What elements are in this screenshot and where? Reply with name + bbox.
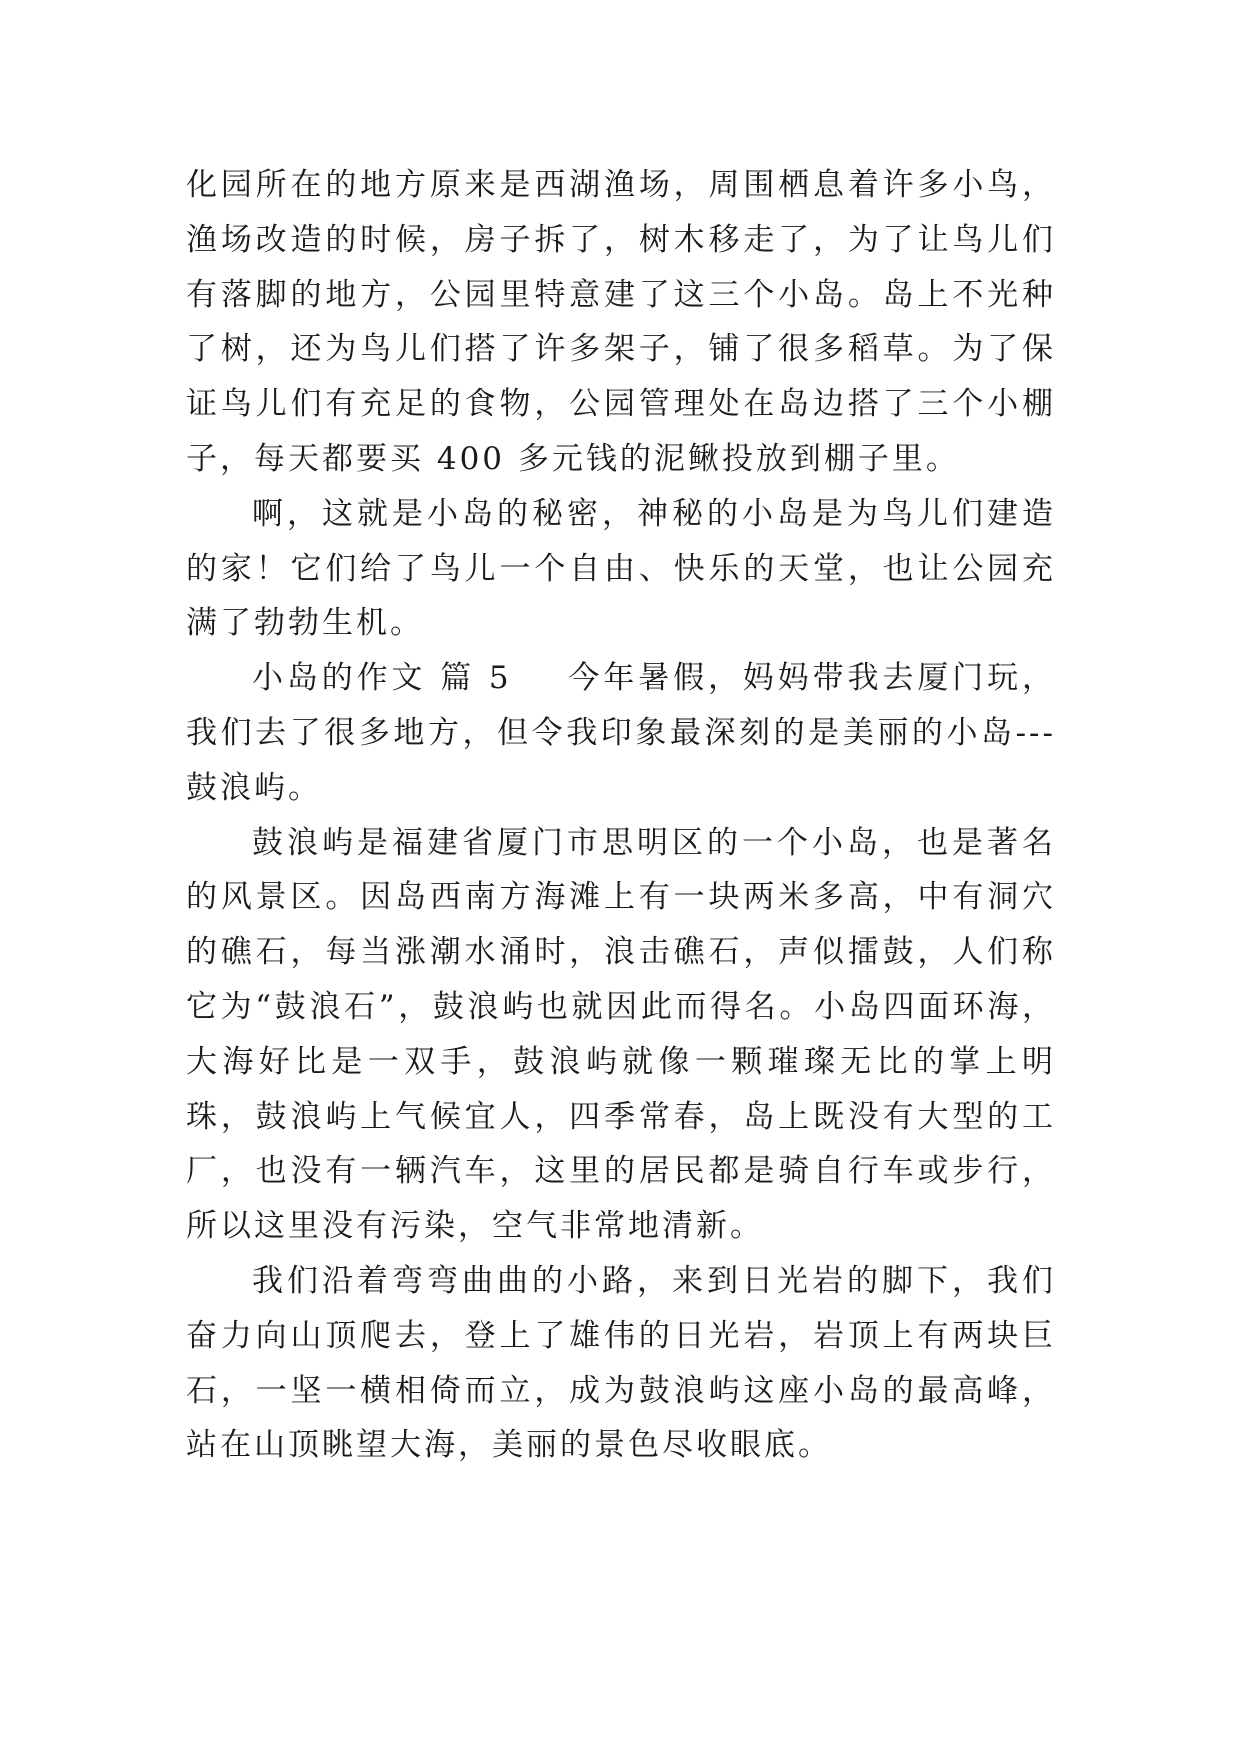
paragraph-3-text: 今年暑假，妈妈带我去厦门玩，我们去了很多地方，但令我印象最深刻的是美丽的小岛---鼓浪屿。 (186, 660, 1056, 806)
paragraph-2: 啊，这就是小岛的秘密，神秘的小岛是为鸟儿们建造的家！它们给了鸟儿一个自由、快乐的天堂，也让公园充满了勃勃生机。 (186, 495, 1056, 642)
paragraph-4: 鼓浪屿是福建省厦门市思明区的一个小岛，也是著名的风景区。因岛西南方海滩上有一块两米多高，中有洞穴的礁石，每当涨潮水涌时，浪击礁石，声似擂鼓，人们称它为“鼓浪石”，鼓浪屿也就因此而得名。小岛四面环海，大海好比是一双手，鼓浪屿就像一颗璀璨无比的掌上明珠，鼓浪屿上气候宜人，四季常春，岛上既没有大型的工厂，也没有一辆汽车，这里的居民都是骑自行车或步行，所以这里没有污染，空气非常地清新。 (186, 824, 1056, 1245)
paragraph-1: 化园所在的地方原来是西湖渔场，周围栖息着许多小鸟，渔场改造的时候，房子拆了，树木移走了，为了让鸟儿们有落脚的地方，公园里特意建了这三个小岛。岛上不光种了树，还为鸟儿们搭了许多架子，铺了很多稻草。为了保证鸟儿们有充足的食物，公园管理处在岛边搭了三个小棚子，每天都要买 400 多元钱的泥鳅投放到棚子里。 (186, 167, 1056, 477)
document-page (186, 158, 1056, 1473)
essay-heading: 小岛的作文 篇 5 (252, 660, 512, 697)
paragraph-3 (186, 651, 1056, 815)
paragraph-5: 我们沿着弯弯曲曲的小路，来到日光岩的脚下，我们奋力向山顶爬去，登上了雄伟的日光岩，岩顶上有两块巨石，一坚一横相倚而立，成为鼓浪屿这座小岛的最高峰，站在山顶眺望大海，美丽的景色尽收眼底。 (186, 1262, 1056, 1464)
